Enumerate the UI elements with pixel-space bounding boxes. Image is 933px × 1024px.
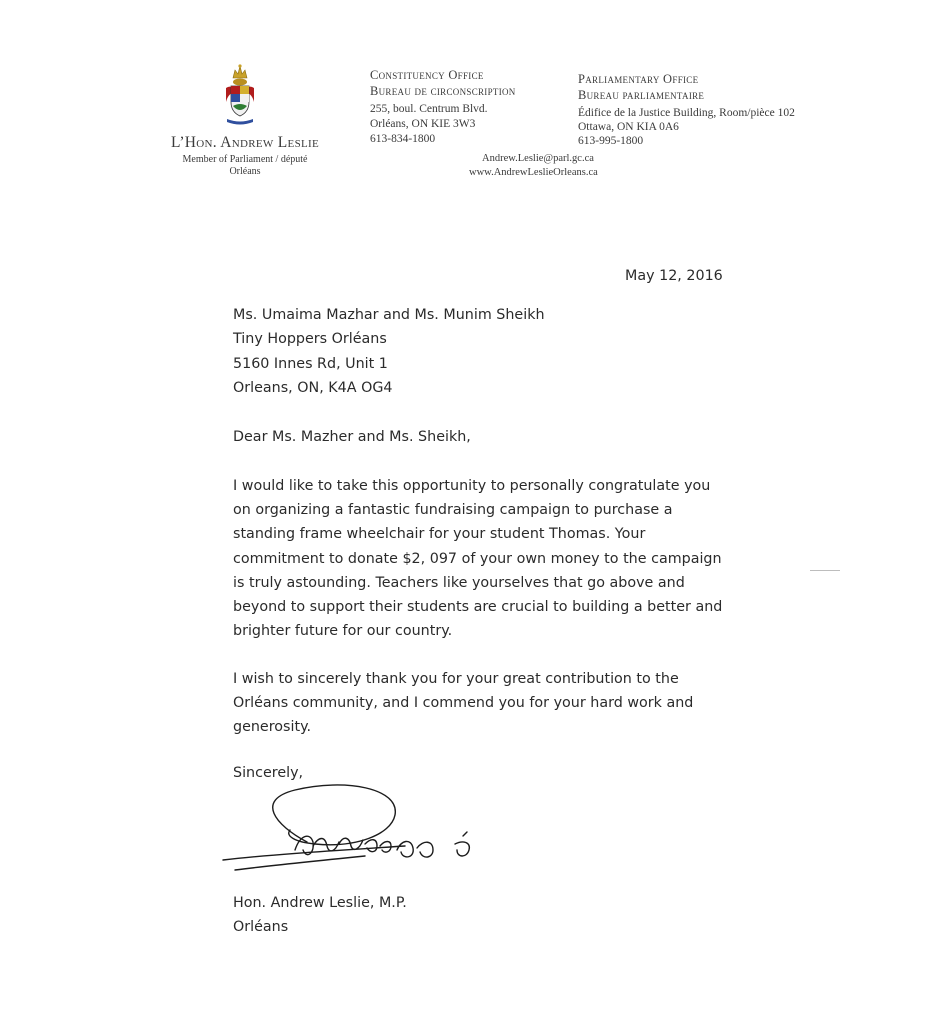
- coat-of-arms-icon: [222, 62, 258, 128]
- parliamentary-address-line1: Édifice de la Justice Building, Room/pièce 102: [578, 107, 795, 119]
- signer-riding: Orléans: [233, 919, 289, 935]
- paragraph-line: brighter future for our country.: [233, 623, 453, 639]
- paragraph-line: Orléans community, and I commend you for your hard work and: [233, 695, 694, 711]
- parliamentary-address-line2: Ottawa, ON KIA 0A6: [578, 121, 679, 133]
- recipient-line: 5160 Innes Rd, Unit 1: [233, 356, 388, 372]
- closing: Sincerely,: [233, 765, 304, 781]
- contact-website: www.AndrewLeslieOrleans.ca: [469, 167, 598, 178]
- contact-email: Andrew.Leslie@parl.gc.ca: [482, 153, 594, 164]
- paragraph-line: generosity.: [233, 719, 312, 735]
- recipient-line: Orleans, ON, K4A OG4: [233, 380, 393, 396]
- constituency-address-line2: Orléans, ON KIE 3W3: [370, 118, 476, 130]
- paragraph-line: beyond to support their students are crucial to building a better and: [233, 599, 723, 615]
- signer-name: Hon. Andrew Leslie, M.P.: [233, 895, 407, 911]
- constituency-phone: 613-834-1800: [370, 133, 436, 145]
- constituency-office-title-en: Constituency Office: [370, 68, 484, 82]
- mp-role: Member of Parliament / député: [182, 154, 308, 165]
- parliamentary-phone: 613-995-1800: [578, 135, 644, 147]
- paragraph-line: is truly astounding. Teachers like yourselves that go above and: [233, 575, 685, 591]
- recipient-line: Tiny Hoppers Orléans: [233, 331, 387, 347]
- parliamentary-office-title-fr: Bureau parliamentaire: [578, 88, 705, 102]
- paragraph-line: I would like to take this opportunity to personally congratulate you: [233, 478, 711, 494]
- handwritten-signature: [215, 780, 515, 890]
- salutation: Dear Ms. Mazher and Ms. Sheikh,: [233, 429, 471, 445]
- mp-name: L’Hon. Andrew Leslie: [171, 134, 319, 151]
- recipient-line: Ms. Umaima Mazhar and Ms. Munim Sheikh: [233, 307, 545, 323]
- parliamentary-office-title-en: Parliamentary Office: [578, 72, 699, 86]
- scan-mark: [810, 570, 840, 571]
- paragraph-line: on organizing a fantastic fundraising campaign to purchase a: [233, 502, 673, 518]
- paragraph-line: standing frame wheelchair for your student Thomas. Your: [233, 526, 646, 542]
- constituency-address-line1: 255, boul. Centrum Blvd.: [370, 103, 488, 115]
- mp-riding: Orléans: [229, 166, 261, 177]
- paragraph-line: commitment to donate $2, 097 of your own money to the campaign: [233, 551, 722, 567]
- constituency-office-title-fr: Bureau de circonscription: [370, 84, 516, 98]
- letter-date: May 12, 2016: [625, 268, 723, 284]
- paragraph-line: I wish to sincerely thank you for your great contribution to the: [233, 671, 679, 687]
